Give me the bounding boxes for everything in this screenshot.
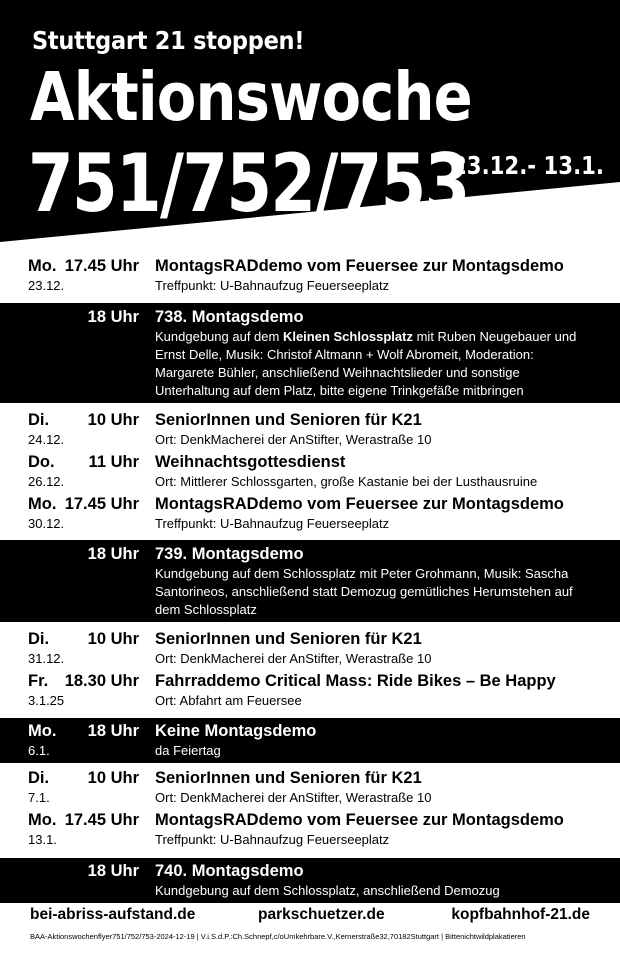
event-day: Do. [28, 453, 55, 471]
event-title: MontagsRADdemo vom Feuersee zur Montagsdemo [155, 811, 564, 829]
event-day: Fr. [28, 672, 49, 690]
event-row-highlight [0, 858, 620, 903]
event-desc: da Feiertag [155, 743, 221, 758]
event-title: Weihnachtsgottesdienst [155, 453, 346, 471]
event-row [0, 410, 620, 452]
event-date: 30.12. [28, 516, 65, 531]
event-row-highlight [0, 540, 620, 622]
event-desc: Kundgebung auf dem Schlossplatz, anschließend Demozug [155, 883, 500, 898]
event-time: 17.45 Uhr [64, 811, 139, 829]
event-time: 18 Uhr [87, 545, 139, 563]
event-desc: Ort: Mittlerer Schlossgarten, große Kastanie bei der Lusthausruine [155, 474, 538, 489]
event-day: Di. [28, 630, 50, 648]
event-date: 3.1.25 [28, 693, 65, 708]
footer-link-kopfbahnhof-21[interactable]: kopfbahnhof-21.de [451, 906, 590, 923]
imprint-text: BAA-Aktionswochenflyer751/752/753-2024-12-19 | V.i.S.d.P.:Ch.Schnepf,c/oUmkehrbare.V.,Kernerstraße32,70182Stuttgart | Bittenichtwildplakatieren [30, 932, 526, 941]
event-date: 7.1. [28, 790, 50, 805]
event-title: MontagsRADdemo vom Feuersee zur Montagsdemo [155, 257, 564, 275]
event-desc: Ort: Abfahrt am Feuersee [155, 693, 302, 708]
event-desc: Kundgebung auf dem Kleinen Schlossplatz mit Ruben Neugebauer und Ernst Delle, Musik: Christof Altmann + Wolf Abromeit, Moderation: Margarete Bühler, anschließend Weihnachtslieder und sonstige Unterhaltung auf dem Platz, bitte eigene Trinkgefäße mitbringen [155, 329, 577, 398]
event-time: 18 Uhr [87, 722, 139, 740]
footer-link-parkschuetzer[interactable]: parkschuetzer.de [258, 906, 385, 923]
event-date: 31.12. [28, 651, 65, 666]
event-title: SeniorInnen und Senioren für K21 [155, 769, 422, 787]
event-row [0, 768, 620, 810]
event-time: 18.30 Uhr [64, 672, 139, 690]
event-row [0, 256, 620, 298]
header-subtitle: Stuttgart 21 stoppen! [32, 26, 305, 55]
header-numbers: 751/752/753 [28, 137, 469, 230]
event-day: Di. [28, 769, 50, 787]
event-time: 11 Uhr [88, 453, 139, 471]
footer-links [0, 906, 620, 930]
event-title: 738. Montagsdemo [155, 308, 304, 326]
event-day: Mo. [28, 495, 57, 513]
event-row [0, 452, 620, 494]
event-desc: Treffpunkt: U-Bahnaufzug Feuerseeplatz [155, 832, 390, 847]
event-date: 13.1. [28, 832, 57, 847]
event-time: 10 Uhr [87, 411, 139, 429]
event-desc: Treffpunkt: U-Bahnaufzug Feuerseeplatz [155, 516, 390, 531]
event-desc: Ort: DenkMacherei der AnStifter, Werastraße 10 [155, 651, 432, 666]
event-day: Mo. [28, 257, 57, 275]
event-title: 740. Montagsdemo [155, 862, 304, 880]
event-date: 23.12. [28, 278, 65, 293]
event-title: MontagsRADdemo vom Feuersee zur Montagsdemo [155, 495, 564, 513]
event-title: SeniorInnen und Senioren für K21 [155, 630, 422, 648]
header-dates: 23.12.- 13.1. [452, 151, 605, 180]
event-row [0, 629, 620, 671]
event-time: 17.45 Uhr [64, 257, 139, 275]
event-desc: Ort: DenkMacherei der AnStifter, Werastraße 10 [155, 790, 432, 805]
event-date: 26.12. [28, 474, 65, 489]
header-banner [0, 0, 620, 258]
event-title: Keine Montagsdemo [155, 722, 317, 740]
event-row [0, 671, 620, 713]
event-day: Mo. [28, 722, 57, 740]
event-time: 10 Uhr [87, 769, 139, 787]
event-desc-bold: Kleinen Schlossplatz [282, 329, 413, 344]
header-title: Aktionswoche [30, 58, 472, 136]
event-day: Di. [28, 411, 50, 429]
event-date: 6.1. [28, 743, 50, 758]
event-title: Fahrraddemo Critical Mass: Ride Bikes – Be Happy [155, 672, 556, 690]
event-time: 18 Uhr [87, 308, 139, 326]
event-desc: Treffpunkt: U-Bahnaufzug Feuerseeplatz [155, 278, 390, 293]
event-time: 18 Uhr [87, 862, 139, 880]
event-desc: Ort: DenkMacherei der AnStifter, Werastraße 10 [155, 432, 432, 447]
footer-link-bei-abriss-aufstand[interactable]: bei-abriss-aufstand.de [30, 906, 196, 923]
event-day: Mo. [28, 811, 57, 829]
event-title: SeniorInnen und Senioren für K21 [155, 411, 422, 429]
event-row [0, 494, 620, 536]
event-row-highlight [0, 303, 620, 403]
event-title: 739. Montagsdemo [155, 545, 304, 563]
event-row [0, 810, 620, 852]
event-time: 17.45 Uhr [64, 495, 139, 513]
event-date: 24.12. [28, 432, 65, 447]
event-desc: Kundgebung auf dem Schlossplatz mit Peter Grohmann, Musik: Sascha Santorineos, anschließend statt Demozug gemütliches Herumstehen auf dem Schlossplatz [155, 566, 573, 617]
event-time: 10 Uhr [87, 630, 139, 648]
event-row-highlight [0, 718, 620, 763]
